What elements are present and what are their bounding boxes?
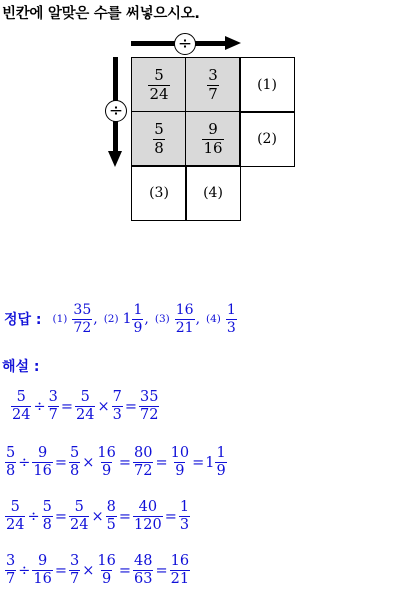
whole-number: 1 xyxy=(122,311,132,328)
denominator: 21 xyxy=(175,319,194,336)
numerator: 16 xyxy=(170,553,190,569)
grid-cell-r1c1 xyxy=(131,57,187,113)
numerator: 40 xyxy=(138,499,158,515)
denominator: 24 xyxy=(12,407,31,424)
numerator: 5 xyxy=(42,499,52,515)
numerator: 3 xyxy=(48,389,58,405)
blank-cell-4[interactable]: (4) xyxy=(185,165,241,221)
denominator: 3 xyxy=(179,517,190,534)
equals-sign: = xyxy=(54,508,67,525)
denominator: 16 xyxy=(203,138,223,157)
denominator: 24 xyxy=(70,517,89,534)
solution-label: 해설 : xyxy=(2,359,40,375)
equals-sign: = xyxy=(54,562,67,579)
denominator: 9 xyxy=(216,463,226,480)
multiply-sign: × xyxy=(82,454,95,471)
numerator: 5 xyxy=(70,445,80,461)
equals-sign: = xyxy=(192,454,205,471)
blank-cell-2[interactable]: (2) xyxy=(239,111,295,167)
numerator: 5 xyxy=(154,119,164,138)
numerator: 10 xyxy=(170,445,190,461)
numerator: 3 xyxy=(208,65,218,84)
whole-number: 1 xyxy=(205,454,215,471)
denominator: 9 xyxy=(102,571,112,588)
numerator: 5 xyxy=(16,389,26,405)
numerator: 1 xyxy=(179,499,190,515)
grid-cell-r1c2 xyxy=(185,57,241,113)
blank-cell-1[interactable]: (1) xyxy=(239,57,295,113)
blank-cell-3[interactable]: (3) xyxy=(131,165,187,221)
answer-tag: (3) xyxy=(154,313,170,326)
answer-label: 정답 : xyxy=(4,312,42,329)
answer-tag: (4) xyxy=(206,313,221,326)
equals-sign: = xyxy=(60,398,73,415)
answer-line xyxy=(4,303,238,335)
denominator: 9 xyxy=(133,319,143,336)
numerator: 9 xyxy=(38,445,48,461)
numerator: 5 xyxy=(6,445,16,461)
numerator: 16 xyxy=(97,553,116,569)
numerator: 35 xyxy=(140,389,159,405)
down-arrow-icon xyxy=(108,151,122,167)
solution-line-1 xyxy=(10,390,160,423)
right-arrow-icon xyxy=(225,36,241,50)
division-sign: ÷ xyxy=(18,454,31,471)
denominator: 72 xyxy=(73,319,92,336)
fraction-grid xyxy=(131,57,295,221)
denominator: 16 xyxy=(33,571,52,588)
separator: , xyxy=(195,311,201,328)
answer-tag: (2) xyxy=(103,313,119,326)
grid-cell-r2c1 xyxy=(131,111,187,167)
multiply-sign: × xyxy=(91,508,104,525)
equals-sign: = xyxy=(54,454,67,471)
denominator: 9 xyxy=(175,463,185,480)
denominator: 7 xyxy=(70,571,80,588)
denominator: 8 xyxy=(154,138,164,157)
solution-line-4 xyxy=(4,554,191,587)
numerator: 16 xyxy=(97,445,116,461)
numerator: 1 xyxy=(226,302,236,318)
question-text: 빈칸에 알맞은 수를 써넣으시오. xyxy=(2,6,200,22)
numerator: 3 xyxy=(6,553,16,569)
denominator: 63 xyxy=(134,571,153,588)
division-sign: ÷ xyxy=(33,398,46,415)
numerator: 48 xyxy=(134,553,153,569)
denominator: 16 xyxy=(33,463,52,480)
solution-line-2 xyxy=(4,446,228,479)
grid-cell-r2c2 xyxy=(185,111,241,167)
multiply-sign: × xyxy=(97,398,110,415)
denominator: 7 xyxy=(208,84,218,103)
denominator: 9 xyxy=(102,463,112,480)
denominator: 72 xyxy=(140,407,159,424)
equals-sign: = xyxy=(118,508,131,525)
denominator: 24 xyxy=(149,84,169,103)
numerator: 16 xyxy=(175,302,194,318)
separator: , xyxy=(93,311,98,328)
denominator: 7 xyxy=(6,571,16,588)
numerator: 1 xyxy=(133,302,143,318)
denominator: 8 xyxy=(6,463,16,480)
division-sign: ÷ xyxy=(18,562,31,579)
numerator: 5 xyxy=(10,499,20,515)
division-operator-vertical: ÷ xyxy=(105,100,127,122)
numerator: 5 xyxy=(154,65,164,84)
denominator: 24 xyxy=(76,407,95,424)
numerator: 35 xyxy=(73,302,92,318)
numerator: 7 xyxy=(112,389,122,405)
numerator: 1 xyxy=(216,445,226,461)
equals-sign: = xyxy=(164,508,177,525)
denominator: 7 xyxy=(48,407,58,424)
denominator: 5 xyxy=(106,517,116,534)
denominator: 8 xyxy=(42,517,52,534)
numerator: 5 xyxy=(80,389,90,405)
numerator: 8 xyxy=(106,499,116,515)
equals-sign: = xyxy=(124,398,137,415)
equals-sign: = xyxy=(155,454,168,471)
equals-sign: = xyxy=(155,562,168,579)
denominator: 21 xyxy=(170,571,190,588)
equals-sign: = xyxy=(118,562,131,579)
equals-sign: = xyxy=(118,454,131,471)
denominator: 72 xyxy=(134,463,153,480)
solution-line-3 xyxy=(4,500,191,533)
multiply-sign: × xyxy=(82,562,95,579)
numerator: 3 xyxy=(70,553,80,569)
numerator: 9 xyxy=(38,553,48,569)
division-operator-horizontal: ÷ xyxy=(174,33,196,55)
denominator: 8 xyxy=(70,463,80,480)
division-sign: ÷ xyxy=(27,508,40,525)
numerator: 80 xyxy=(134,445,153,461)
denominator: 120 xyxy=(134,517,162,534)
denominator: 24 xyxy=(6,517,25,534)
numerator: 5 xyxy=(74,499,84,515)
numerator: 9 xyxy=(208,119,218,138)
denominator: 3 xyxy=(112,407,122,424)
answer-tag: (1) xyxy=(52,313,68,326)
separator: , xyxy=(144,311,149,328)
denominator: 3 xyxy=(226,319,236,336)
